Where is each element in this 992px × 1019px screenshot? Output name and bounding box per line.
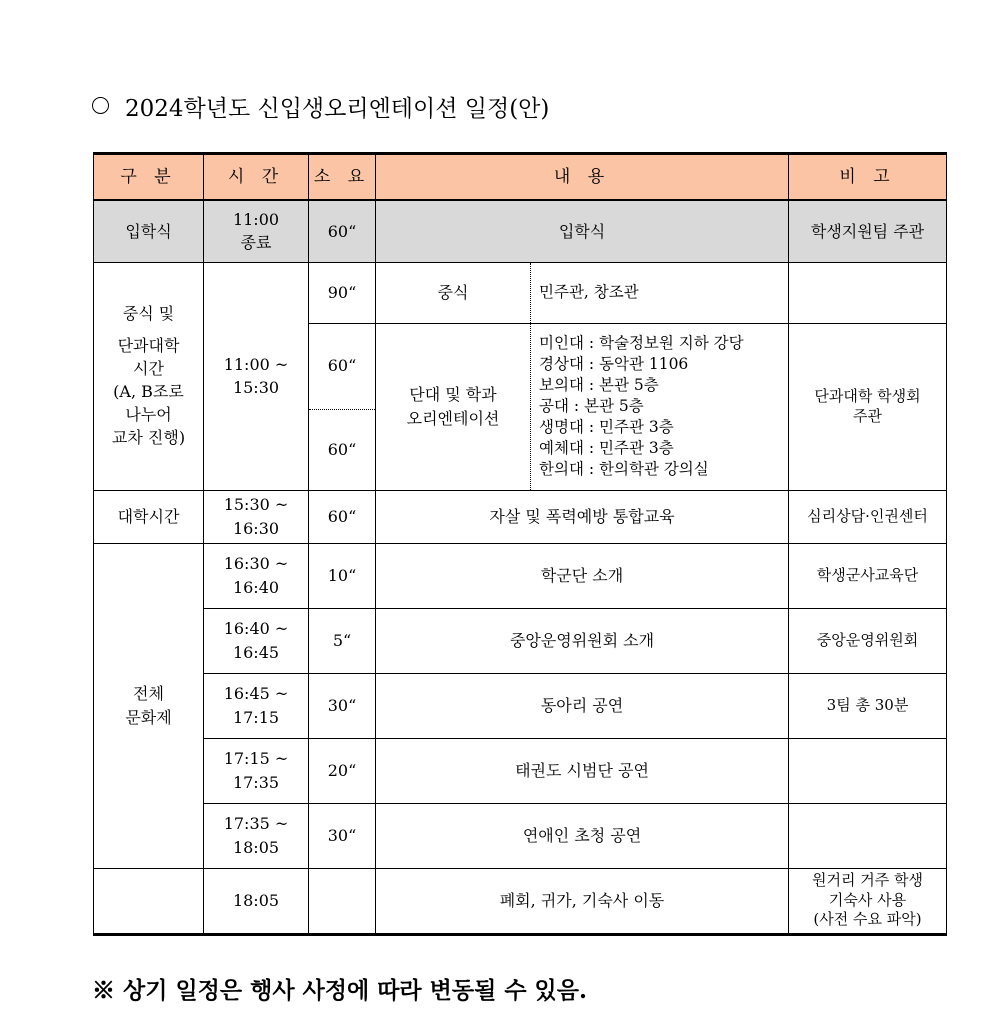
cell-place: 민주관, 창조관 <box>531 262 789 323</box>
cell-content: 태권도 시범단 공연 <box>376 738 789 803</box>
cell-time <box>204 262 309 490</box>
header-duration: 소 요 <box>309 154 376 201</box>
time-start: 17:35 ~ <box>223 814 289 834</box>
cell-duration: 30“ <box>309 673 376 738</box>
place-line: 예체대 : 민주관 3층 <box>539 438 674 457</box>
time-end: 종료 <box>240 233 272 253</box>
cell-category <box>94 262 204 490</box>
cell-duration: 30“ <box>309 803 376 868</box>
cat-line: 교차 진행) <box>111 428 186 448</box>
cell-content: 입학식 <box>376 200 789 262</box>
content-line: 단대 및 학과 <box>409 385 497 405</box>
cell-content: 학군단 소개 <box>376 543 789 608</box>
cell-time <box>204 803 309 868</box>
cell-content: 폐회, 귀가, 기숙사 이동 <box>376 868 789 934</box>
cat-line: 나누어 <box>125 405 172 425</box>
title-text: 2024학년도 신입생오리엔테이션 일정(안) <box>125 96 550 122</box>
time-end: 16:30 <box>232 518 280 538</box>
time-end: 15:30 <box>232 378 280 397</box>
time-end: 16:45 <box>232 642 280 662</box>
cell-duration: 20“ <box>309 738 376 803</box>
place-line: 한의대 : 한의학관 강의실 <box>539 459 709 478</box>
cell-duration <box>309 868 376 934</box>
time-end: 17:35 <box>232 772 280 792</box>
header-content: 내 용 <box>376 154 789 201</box>
time-start: 17:15 ~ <box>223 749 289 769</box>
cell-note: 3팀 총 30분 <box>789 673 947 738</box>
cell-category <box>94 868 204 934</box>
cell-note: 중앙운영위원회 <box>789 608 947 673</box>
time-end: 18:05 <box>232 837 280 857</box>
footnote: ※ 상기 일정은 행사 사정에 따라 변동될 수 있음. <box>92 977 587 1004</box>
note-line: 기숙사 사용 <box>828 890 907 909</box>
note-line: 원거리 거주 학생 <box>812 871 923 890</box>
time-end: 17:15 <box>232 707 280 727</box>
table-row <box>94 803 947 868</box>
cell-duration: 60“ <box>309 323 376 409</box>
time-start: 16:40 ~ <box>223 619 289 639</box>
cat-line: 문화제 <box>125 707 172 727</box>
cell-time <box>204 200 309 262</box>
cell-duration: 60“ <box>309 490 376 543</box>
cat-line: 전체 <box>133 684 164 704</box>
cell-category <box>94 543 204 868</box>
cell-duration: 10“ <box>309 543 376 608</box>
cell-content: 중식 <box>376 262 531 323</box>
header-row <box>94 154 947 201</box>
time-start: 11:00 ~ <box>223 354 289 374</box>
cell-content: 동아리 공연 <box>376 673 789 738</box>
cat-line: (A, B조로 <box>113 382 184 401</box>
table-row <box>94 200 947 262</box>
cell-time <box>204 608 309 673</box>
cell-time <box>204 543 309 608</box>
table-row <box>94 490 947 543</box>
time-start: 15:30 ~ <box>223 495 289 515</box>
schedule-table <box>93 152 947 936</box>
table-row <box>94 673 947 738</box>
cell-note <box>789 868 947 934</box>
cell-category: 입학식 <box>94 200 204 262</box>
table-row <box>94 262 947 323</box>
cell-note: 학생지원팀 주관 <box>789 200 947 262</box>
note-line: (사전 수요 파악) <box>813 910 922 929</box>
note-line: 단과대학 학생회 <box>814 387 921 405</box>
table-row <box>94 738 947 803</box>
cell-duration: 60“ <box>309 409 376 490</box>
circle-bullet-icon <box>92 97 109 114</box>
header-time: 시 간 <box>204 154 309 201</box>
table-row <box>94 608 947 673</box>
cell-duration: 90“ <box>309 262 376 323</box>
header-category: 구 분 <box>94 154 204 201</box>
content-line: 오리엔테이션 <box>406 408 500 428</box>
cat-line: 시간 <box>133 358 164 378</box>
cell-category: 대학시간 <box>94 490 204 543</box>
time-start: 16:30 ~ <box>223 554 289 574</box>
place-line: 경상대 : 동악관 1106 <box>539 355 689 374</box>
page-title <box>92 90 549 123</box>
place-line: 생명대 : 민주관 3층 <box>539 417 674 436</box>
cell-content: 자살 및 폭력예방 통합교육 <box>376 490 789 543</box>
table-row <box>94 543 947 608</box>
cat-line: 중식 및 <box>122 304 175 324</box>
cell-note <box>789 738 947 803</box>
header-note: 비 고 <box>789 154 947 201</box>
cell-content: 연애인 초청 공연 <box>376 803 789 868</box>
cell-note <box>789 262 947 323</box>
cell-time <box>204 673 309 738</box>
note-line: 주관 <box>853 406 882 425</box>
place-line: 보의대 : 본관 5층 <box>539 376 659 395</box>
cell-places <box>531 323 789 490</box>
cell-time <box>204 490 309 543</box>
cell-note: 심리상담·인권센터 <box>789 490 947 543</box>
cat-line: 단과대학 <box>117 335 180 355</box>
time-start: 16:45 ~ <box>223 684 289 704</box>
cell-content <box>376 323 531 490</box>
cell-time <box>204 738 309 803</box>
table-row <box>94 868 947 934</box>
cell-duration: 5“ <box>309 608 376 673</box>
cell-content: 중앙운영위원회 소개 <box>376 608 789 673</box>
cell-time: 18:05 <box>204 868 309 934</box>
time-start: 11:00 <box>232 210 280 230</box>
cell-note <box>789 803 947 868</box>
cell-duration: 60“ <box>309 200 376 262</box>
place-line: 공대 : 본관 5층 <box>539 397 644 416</box>
cell-note: 학생군사교육단 <box>789 543 947 608</box>
time-end: 16:40 <box>232 577 280 597</box>
cell-note <box>789 323 947 490</box>
place-line: 미인대 : 학술정보원 지하 강당 <box>539 334 744 353</box>
